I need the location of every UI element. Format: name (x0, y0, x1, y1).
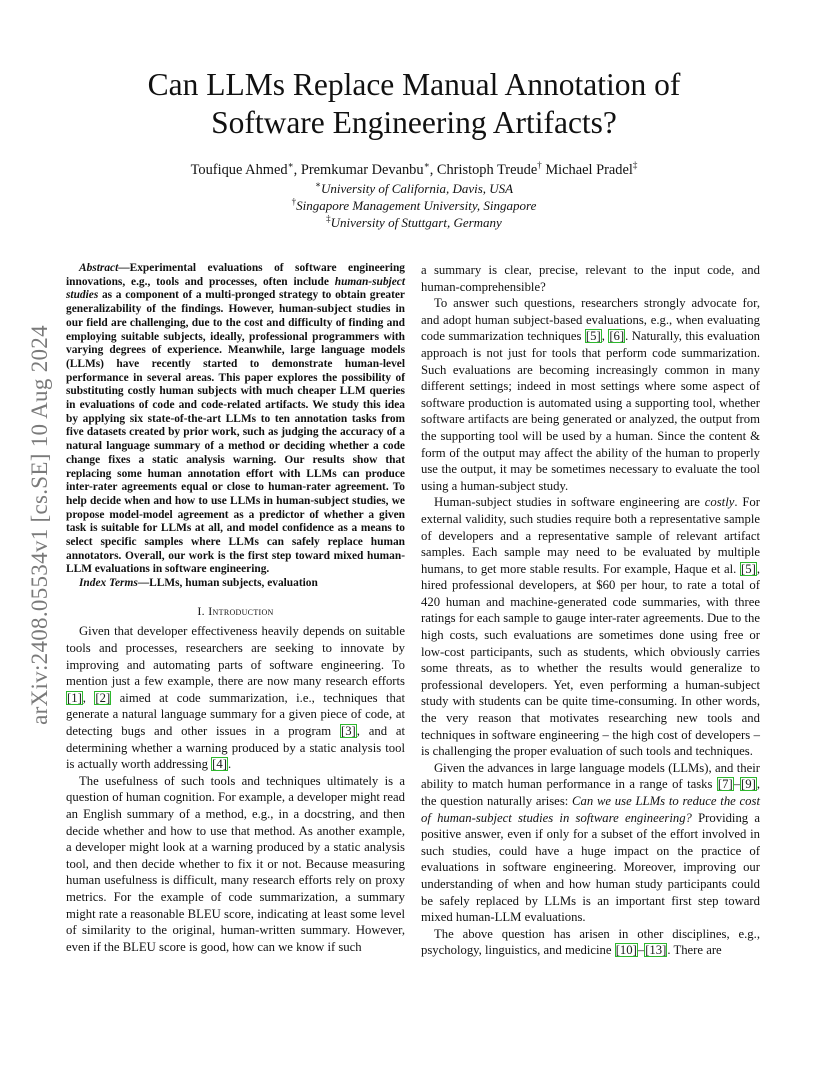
intro-p5-dash: – (733, 777, 741, 792)
affiliation-1-name: University of California, Davis, USA (321, 181, 514, 196)
intro-p1-text-a: Given that developer effectiveness heavily depends on suitable tools and processes, researchers are seeking to innovate by improving and automating parts of software engineering. To mention just a few example, there are now many research efforts (66, 624, 405, 689)
index-terms-text: —LLMs, human subjects, evaluation (137, 577, 318, 590)
index-terms-label: Index Terms (79, 577, 138, 590)
intro-p4-text-c: , hired professional developers, at $60 per hour, to rate a total of 420 human and machine-generated code summaries, with three ratings for each sample to gauge inter-rater agreements. Due to the high costs, such evaluations are sometimes done using free or low-cost participants, such as students, which obviously carries some threats, as to whether the results would generalize to professional developers. Yet, even performing a human-subject study with students can be quite time-consuming. In other words, the very reason that motivates researching new tools and techniques in software engineering – the high cost of developers – is challenging the proper evaluation of such tools and techniques. (421, 561, 760, 759)
abstract-text-1: —Experimental evaluations of software engineering innovations, e.g., tools and processes, often include (66, 262, 405, 288)
intro-paragraph-1 (66, 623, 405, 772)
citation-link[interactable]: [4] (212, 757, 227, 772)
intro-paragraph-4 (421, 494, 760, 760)
affiliation-3 (70, 214, 758, 231)
citation-link[interactable]: [10] (615, 943, 637, 958)
title-line-2: Software Engineering Artifacts? (211, 105, 617, 140)
arxiv-identifier (20, 290, 60, 760)
author-1-mark: ∗ (287, 160, 294, 171)
abstract (66, 262, 405, 577)
intro-p6-dash: – (637, 943, 645, 958)
abstract-emphasis: human-subject studies (66, 275, 405, 302)
author-list: Toufique Ahmed∗, Premkumar Devanbu∗, Christoph Treude† Michael Pradel‡ (190, 160, 638, 178)
author-1: Toufique Ahmed (190, 162, 288, 178)
right-column (421, 262, 760, 959)
affiliation-2 (70, 197, 758, 214)
affiliation-1 (70, 180, 758, 197)
intro-p4-emphasis: costly (704, 495, 735, 510)
intro-p6-text-b: . There are (667, 943, 722, 958)
section-heading-introduction: I. Introduction (197, 603, 274, 618)
author-2-mark: ∗ (423, 160, 430, 171)
intro-paragraph-6 (421, 926, 760, 959)
intro-p1-text-e: . (227, 757, 232, 772)
intro-p1-text-b: , (82, 690, 95, 705)
affiliation-2-mark: † (291, 196, 297, 207)
affiliation-1-mark: ∗ (314, 179, 321, 190)
arxiv-identifier-text: arXiv:2408.05534v1 [cs.SE] 10 Aug 2024 (27, 325, 53, 725)
author-3: Christoph Treude (436, 162, 538, 178)
abstract-label: Abstract (79, 262, 119, 274)
citation-link[interactable]: [13] (645, 943, 667, 958)
author-3-mark: † (537, 160, 542, 171)
author-4: Michael Pradel (545, 162, 633, 178)
left-column (66, 262, 405, 955)
intro-p5-text-c: Providing a positive answer, even if only for a subset of the effort involved in such studies, could have a huge impact on the practice of evaluations in software engineering. Moreover, improving our understanding of when and how human study participants could be safely replaced by LLMs is an important first step toward mixed human-LLM evaluations. (421, 810, 760, 925)
intro-p1-text-c: aimed at code summarization, i.e., techniques that generate a natural language summary for a given piece of code, at detecting bugs and other issues in a program (66, 690, 405, 739)
intro-p5-text-b: , the question naturally arises: (421, 777, 760, 808)
abstract-text-2: as a component of a multi-pronged strategy to obtain greater generalizability of the findings. However, human-subject studies in our field are challenging, due to the cost and difficulty of finding and employing suitable subjects, ideally, professional programmers with varying degrees of experience. Meanwhile, large language models (LLMs) have recently started to demonstrate human-level performance in several areas. This paper explores the possibility of substituting costly human subjects with much cheaper LLM queries in evaluations of code and code-related artifacts. We study this idea by applying six state-of-the-art LLMs to ten annotation tasks from five datasets created by prior work, such as judging the accuracy of a natural language summary of a method or deciding whether a code change fixes a static analysis warning. Our results show that replacing some human annotation effort with LLMs can produce inter-rater agreements equal or close to human-rater agreement. To help decide when and how to use LLMs in human-subject studies, we propose model-model agreement as a predictor of whether a given task is suitable for LLMs at all, and model confidence as a means to select specific samples where LLMs can safely replace human annotators. Overall, our work is the first step toward mixed human-LLM evaluations in software engineering. (66, 289, 405, 576)
intro-p6-text-a: The above question has arisen in other disciplines, e.g., psychology, linguistics, and medicine (421, 926, 760, 958)
intro-p3-text-b: , (601, 329, 609, 344)
intro-p3-text-c: . Naturally, this evaluation approach is not just for tools that perform code summarization. Such evaluations are becoming increasingly common in many different settings; indeed in most settings where some aspect of software production is automated using a supporting tool, whether software artifacts are being generated or analyzed, the output from the supporting tool will be used by a human. Since the content & form of the output may affect the ability of the human to properly use the output, it may be sometimes necessary to evaluate the tool using a human-subject study. (421, 329, 761, 493)
citation-link[interactable]: [9] (741, 777, 756, 792)
intro-p5-text-a: Given the advances in large language models (LLMs), and their ability to match human performance in a range of tasks (421, 760, 760, 792)
affiliation-2-name: Singapore Management University, Singapore (296, 198, 537, 213)
author-4-mark: ‡ (632, 160, 638, 171)
citation-link[interactable]: [5] (585, 329, 601, 344)
citation-link[interactable]: [7] (717, 777, 733, 792)
intro-p1-text-d: , and at determining whether a warning produced by a static analysis tool is actually worth addressing (66, 724, 405, 772)
paper-title (70, 66, 758, 142)
intro-p4-text-b: . For external validity, such studies require both a representative sample of developers and a representative sample of relevant artifact samples. Each sample may need to be evaluated by multiple humans, to get more stable results. For example, Haque et al. (421, 495, 760, 576)
citation-link[interactable]: [5] (741, 561, 756, 576)
intro-p5-emphasis: Can we use LLMs to reduce the cost of human-subject studies in software engineering? (421, 794, 760, 825)
intro-paragraph-2: The usefulness of such tools and techniques ultimately is a question of human cognition. For example, a developer might read an English summary of a method, e.g., in a docstring, and then decide whether and how to use that method. As another example, a developer might look at a warning produced by a static analysis tool, and then decide whether to fix it or not. Because measuring human usefulness is difficult, many research efforts rely on proxy metrics. For the example of code summarization, a summary might rate a reasonable BLEU score, indicating at least some level of similarity to the original, human-written summary. However, even if the BLEU score is good, how can we know if such (66, 773, 405, 954)
affiliation-3-name: University of Stuttgart, Germany (330, 215, 502, 230)
title-line-1: Can LLMs Replace Manual Annotation of (147, 67, 681, 102)
intro-paragraph-2-continued: a summary is clear, precise, relevant to the input code, and human-comprehensible? (421, 263, 760, 294)
index-terms (66, 577, 405, 591)
intro-paragraph-5 (421, 760, 760, 926)
citation-link[interactable]: [3] (340, 724, 356, 739)
author-2: Premkumar Devanbu (300, 162, 424, 178)
intro-paragraph-3 (421, 295, 760, 494)
affiliation-3-mark: ‡ (326, 213, 331, 224)
citation-link[interactable]: [2] (95, 690, 111, 705)
intro-p4-text-a: Human-subject studies in software engineering are (434, 495, 705, 510)
citation-link[interactable]: [1] (67, 690, 82, 705)
intro-p3-text-a: To answer such questions, researchers strongly advocate for, and adopt human subject-based evaluations, e.g., when evaluating code summarization techniques (421, 296, 760, 344)
citation-link[interactable]: [6] (609, 329, 625, 344)
